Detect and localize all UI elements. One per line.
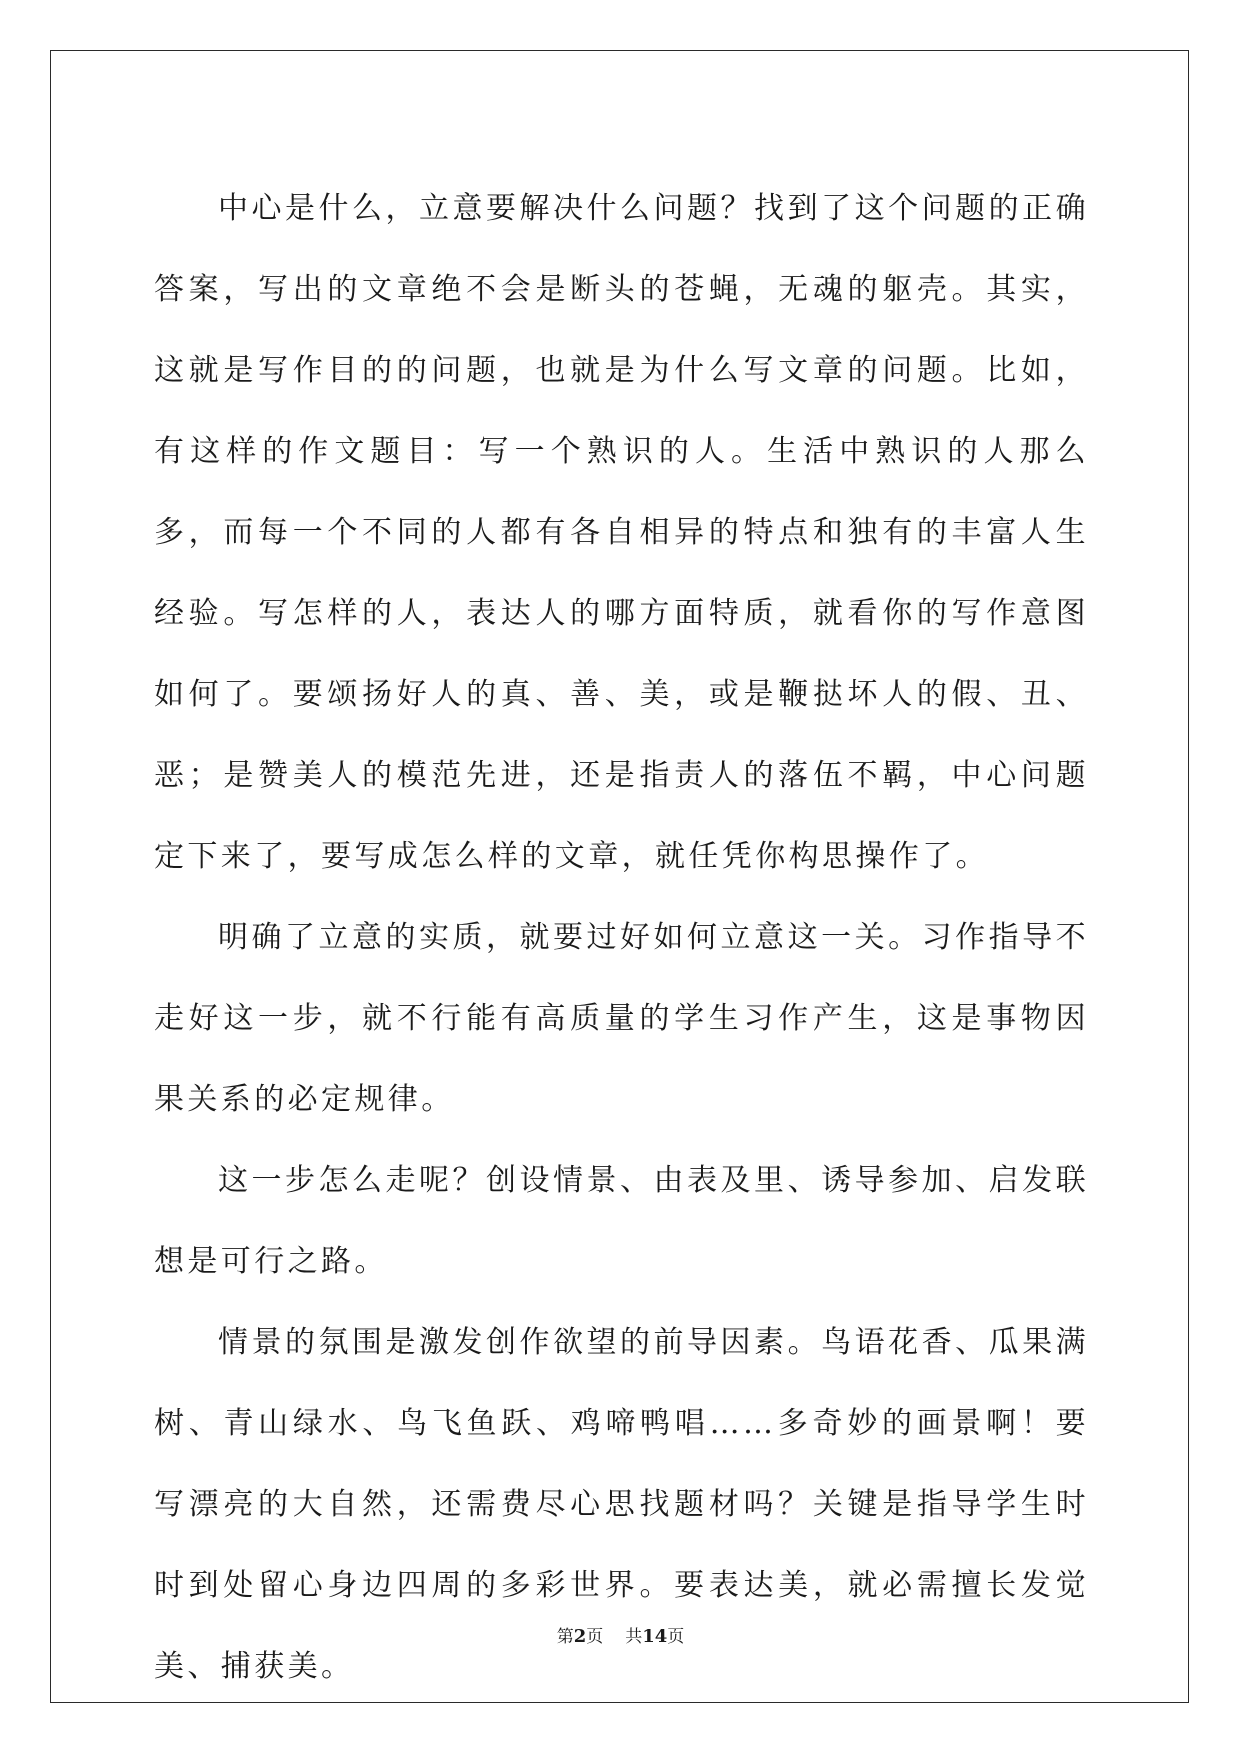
page-suffix: 页 — [586, 1627, 604, 1647]
total-suffix: 页 — [667, 1627, 685, 1647]
total-prefix: 共 — [625, 1627, 643, 1647]
paragraph-1: 中心是什么，立意要解决什么问题？找到了这个问题的正确答案，写出的文章绝不会是断头的苍蝇，无魂的躯壳。其实，这就是写作目的的问题，也就是为什么写文章的问题。比如，有这样的作文题目：写一个熟识的人。生活中熟识的人那么多，而每一个不同的人都有各自相异的特点和独有的丰富人生经验。写怎样的人，表达人的哪方面特质，就看你的写作意图如何了。要颂扬好人的真、善、美，或是鞭挞坏人的假、丑、恶；是赞美人的模范先进，还是指责人的落伍不羁，中心问题定下来了，要写成怎么样的文章，就任凭你构思操作了。 — [154, 191, 1089, 874]
paragraph-4: 情景的氛围是激发创作欲望的前导因素。鸟语花香、瓜果满树、青山绿水、鸟飞鱼跃、鸡啼鸭唱……多奇妙的画景啊！要写漂亮的大自然，还需费尽心思找题材吗？关键是指导学生时时到处留心身边四周的多彩世界。要表达美，就必需擅长发觉美、捕获美。 — [154, 1325, 1089, 1684]
total-pages: 14 — [642, 1626, 668, 1647]
document-body — [154, 168, 1089, 1707]
page-number: 2 — [573, 1626, 587, 1647]
page-footer — [0, 1622, 1241, 1647]
paragraph-3: 这一步怎么走呢？创设情景、由表及里、诱导参加、启发联想是可行之路。 — [154, 1163, 1089, 1279]
paragraph-2: 明确了立意的实质，就要过好如何立意这一关。习作指导不走好这一步，就不行能有高质量的学生习作产生，这是事物因果关系的必定规律。 — [154, 920, 1089, 1117]
page-prefix: 第 — [556, 1627, 574, 1647]
